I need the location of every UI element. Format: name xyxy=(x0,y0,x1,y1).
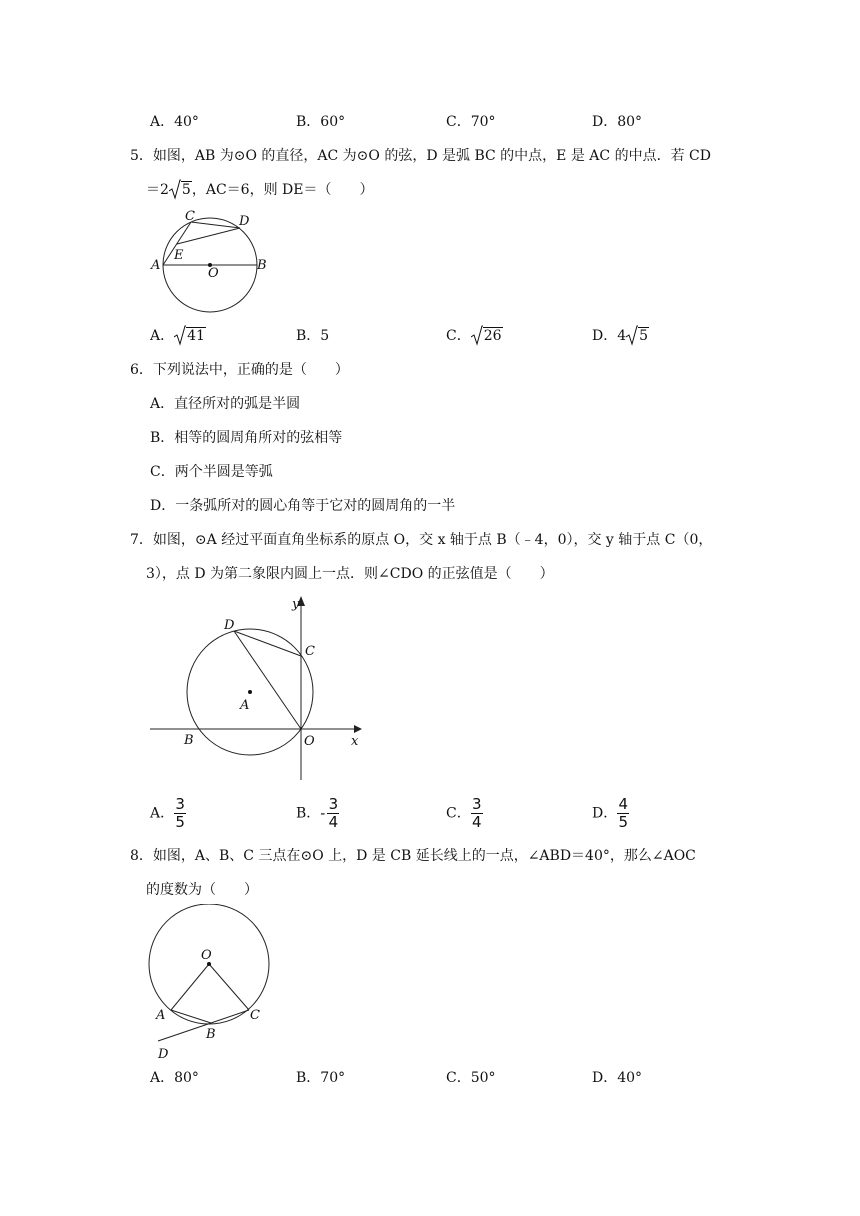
q5-figure xyxy=(148,208,278,318)
q7-option-c-label: C． xyxy=(446,805,471,822)
q7-stem-line1: 7．如图，⊙A 经过平面直角坐标系的原点 O，交 x 轴于点 B（﹣4，0），交 y 轴于点 C（0， xyxy=(130,532,713,548)
q5-option-a-radicand: 41 xyxy=(187,328,205,344)
q8-option-b: B．70° xyxy=(296,1070,346,1086)
q7-option-a-numerator: 3 xyxy=(175,795,185,813)
q7-label-b: B xyxy=(184,733,194,748)
q5-option-a xyxy=(150,326,206,346)
q8-figure xyxy=(146,904,276,1064)
q7-stem-line2: 3），点 D 为第二象限内圆上一点．则∠CDO 的正弦值是（ ） xyxy=(146,566,554,582)
q7-option-d-denominator: 5 xyxy=(618,813,628,831)
q5-option-d-sqrt xyxy=(626,326,649,346)
q7-label-x: x xyxy=(351,734,359,749)
q8-option-d: D．40° xyxy=(592,1070,643,1086)
q7-option-b-label: B． xyxy=(296,805,321,822)
q5-label-d: D xyxy=(239,214,250,229)
q5-label-o: O xyxy=(208,266,219,281)
q7-option-c-fraction xyxy=(471,796,483,831)
q5-option-d-radicand: 5 xyxy=(639,328,649,344)
q6-option-a: A．直径所对的弧是半圆 xyxy=(150,396,301,412)
q4-option-d: D．80° xyxy=(592,114,643,130)
q5-stem-line1: 5．如图，AB 为⊙O 的直径，AC 为⊙O 的弦，D 是弧 BC 的中点，E 是 AC 的中点．若 CD xyxy=(130,148,711,164)
q8-label-a: A xyxy=(156,1008,166,1023)
q8-stem-line2: 的度数为（ ） xyxy=(146,882,258,898)
q7-label-d: D xyxy=(224,618,235,633)
q7-option-b-numerator: 3 xyxy=(328,795,339,813)
q7-label-y: y xyxy=(292,597,300,612)
q5-option-a-sqrt xyxy=(174,326,206,346)
q5-line2-suffix: ，AC＝6，则 DE＝（ ） xyxy=(191,182,374,198)
q4-option-a: A．40° xyxy=(150,114,199,130)
q7-option-c xyxy=(446,796,483,831)
q5-option-c-sqrt xyxy=(471,326,503,346)
q5-label-b: B xyxy=(257,258,267,273)
q8-option-c: C．50° xyxy=(446,1070,496,1086)
q6-option-c: C．两个半圆是等弧 xyxy=(150,464,273,480)
q7-option-c-numerator: 3 xyxy=(471,795,482,813)
q5-option-c-radicand: 26 xyxy=(483,328,502,344)
q7-option-d xyxy=(592,796,629,831)
q8-label-c: C xyxy=(250,1008,260,1023)
q5-sqrt xyxy=(169,180,192,200)
q7-label-o: O xyxy=(304,734,315,749)
q5-option-d-label: D．4 xyxy=(592,328,627,344)
q8-option-a: A．80° xyxy=(150,1070,199,1086)
q7-label-c: C xyxy=(305,644,315,659)
q7-option-a-label: A． xyxy=(150,805,175,822)
q7-option-a xyxy=(150,796,186,831)
q4-option-b: B．60° xyxy=(296,114,346,130)
q7-option-a-denominator: 5 xyxy=(175,813,185,831)
q6-option-d: D．一条弧所对的圆心角等于它对的圆周角的一半 xyxy=(150,498,456,514)
q5-sqrt-radicand: 5 xyxy=(181,182,191,198)
q7-option-b-denominator: 4 xyxy=(328,813,339,831)
q5-option-c-label: C． xyxy=(446,328,471,344)
q7-option-d-fraction xyxy=(617,796,629,831)
q7-label-a: A xyxy=(240,698,250,713)
q8-stem-line1: 8．如图，A、B、C 三点在⊙O 上，D 是 CB 延长线上的一点，∠ABD＝40°，那么∠AOC xyxy=(130,848,696,864)
q7-figure xyxy=(146,592,366,784)
q7-option-d-label: D． xyxy=(592,805,618,822)
q7-option-a-fraction xyxy=(174,796,186,831)
q5-option-b: B．5 xyxy=(296,328,330,344)
q8-label-d: D xyxy=(158,1047,169,1062)
q5-label-e: E xyxy=(174,248,184,263)
q5-stem-line2 xyxy=(146,180,373,200)
q4-option-c: C．70° xyxy=(446,114,496,130)
q7-option-d-numerator: 4 xyxy=(618,795,628,813)
q7-option-b-fraction xyxy=(327,796,339,831)
q5-label-a: A xyxy=(151,258,161,273)
q6-stem: 6．下列说法中，正确的是（ ） xyxy=(130,362,349,378)
q5-option-d xyxy=(592,326,649,346)
q7-option-b xyxy=(296,796,339,831)
q5-line2-prefix: ＝2 xyxy=(146,182,169,198)
q7-option-c-denominator: 4 xyxy=(471,813,482,831)
q8-label-o: O xyxy=(201,948,212,963)
q5-option-c xyxy=(446,326,503,346)
q6-option-b: B．相等的圆周角所对的弦相等 xyxy=(150,430,343,446)
q8-label-b: B xyxy=(206,1027,216,1042)
q5-label-c: C xyxy=(185,209,195,224)
q7-option-b-sign: - xyxy=(320,805,326,822)
q5-option-a-label: A． xyxy=(150,328,175,344)
